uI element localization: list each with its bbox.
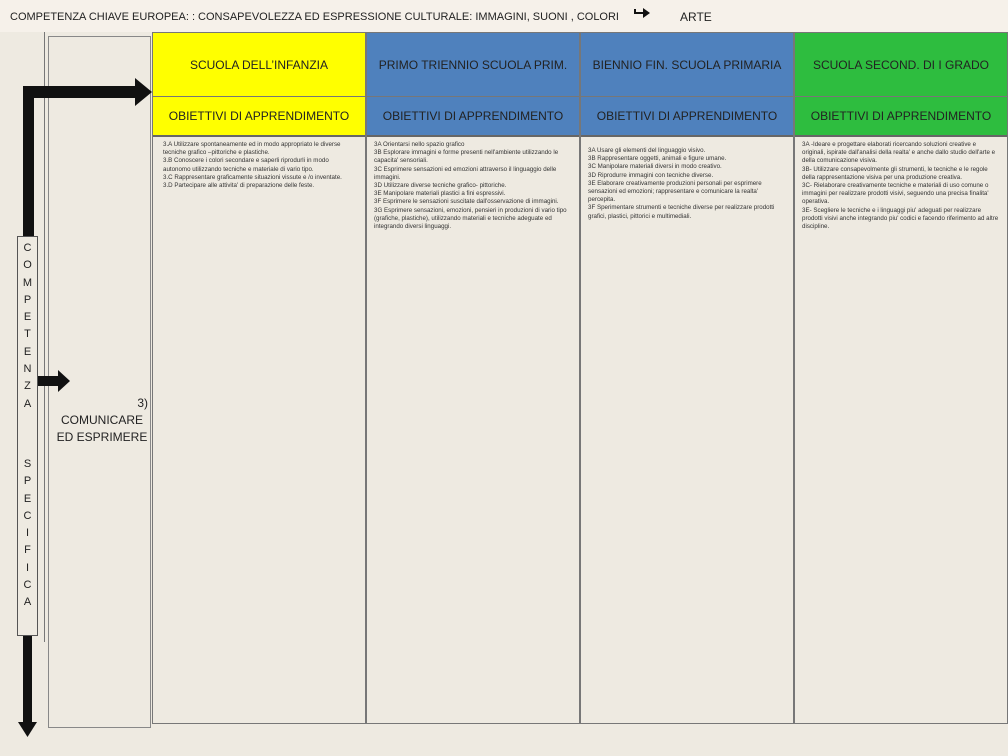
objective-item: 3E Elaborare creativamente produzioni personali per esprimere sensazioni ed emozioni; rappresentare e comunicare la realta' percepita. (588, 179, 762, 204)
competenza-letter: A (23, 397, 32, 410)
objective-item: 3D Riprodurre immagini con tecniche diverse. (588, 171, 714, 179)
column-subheader: OBIETTIVI DI APPRENDIMENTO (367, 97, 579, 137)
column-header: SCUOLA SECOND. DI I GRADO (795, 33, 1007, 97)
objective-item: 3C Esprimere sensazioni ed emozioni attraverso il linguaggio delle immagini. (374, 165, 557, 181)
objective-item: 3.C Rappresentare graficamente situazioni vissute e /o inventate. (163, 173, 342, 181)
objective-item: 3F Sperimentare strumenti e tecniche diverse per realizzare prodotti grafici, plastici, pittorici e multimediali. (588, 204, 775, 220)
competenza-letter: E (23, 345, 32, 358)
down-flow-arrow (18, 636, 37, 737)
competenza-letter: E (23, 311, 32, 324)
specifica-letter: A (23, 596, 32, 609)
objective-item: 3G Esprimere sensazioni, emozioni, pensieri in produzioni di vario tipo (grafiche, plastiche), utilizzando materiali e tecniche adeguate ed integrando diversi linguaggi. (374, 206, 567, 231)
competenza-letter: T (24, 328, 31, 341)
specifica-letter: F (24, 544, 31, 557)
specifica-letter: C (23, 579, 32, 592)
competenza-letter: P (23, 293, 32, 306)
specifica-letter: S (23, 458, 32, 470)
objective-item: 3F Esprimere le sensazioni suscitate dall'osservazione di immagini. (374, 198, 559, 206)
specifica-letter: E (23, 492, 32, 505)
objective-item: 3D Utilizzare diverse tecniche grafico- pittoriche. (374, 182, 507, 190)
objective-item: 3C- Rielaborare creativamente tecniche e materiali di uso comune o immagini per realizzare prodotti visivi, seguendo una precisa finalita' operativa. (802, 182, 989, 206)
column-header: BIENNIO FIN. SCUOLA PRIMARIA (581, 33, 793, 97)
objective-item: 3A Usare gli elementi del linguaggio visivo. (588, 147, 706, 154)
objective-item: 3B Rappresentare oggetti, animali e figure umane. (588, 155, 727, 163)
subject-label: ARTE (680, 10, 712, 24)
objective-item: 3E- Scegliere le tecniche e i linguaggi piu' adeguati per realizzare prodotti visivi anche integrando piu' codici e facendo riferimento ad altre discipline. (802, 206, 999, 231)
competenza-letter: C (23, 242, 32, 254)
competenza-letter: N (23, 363, 32, 376)
column-subheader: OBIETTIVI DI APPRENDIMENTO (153, 97, 365, 137)
objective-item: 3.A Utilizzare spontaneamente ed in modo appropriato le diverse tecniche grafico –pittoriche e plastiche. (163, 141, 341, 157)
section-line-1: COMUNICARE (60, 413, 143, 427)
specifica-letter: C (23, 509, 32, 522)
competenza-letter: Z (24, 380, 31, 393)
objective-item: 3A Orientarsi nello spazio grafico (374, 141, 465, 148)
objective-item: 3B Esplorare immagini e forme presenti nell'ambiente utilizzando le capacita' sensoriali. (374, 149, 559, 165)
competence-title: COMPETENZA CHIAVE EUROPEA: : CONSAPEVOLEZZA ED ESPRESSIONE CULTURALE: IMMAGINI, SUONI , COLORI (10, 11, 619, 23)
column-header: SCUOLA DELL’INFANZIA (153, 33, 365, 97)
objective-item: 3A -Ideare e progettare elaborati ricercando soluzioni creative e originali, ispirate dall'analisi della realta' e anche dallo studio dell'arte e della comunicazione visiva. (802, 141, 996, 165)
section-line-2: ED ESPRIMERE (56, 430, 148, 444)
objective-item: 3.D Partecipare alle attivita' di preparazione delle feste. (163, 182, 315, 190)
competenza-letter: O (23, 259, 32, 272)
section-number: 3) (137, 396, 148, 410)
competenza-letter: M (22, 276, 33, 289)
specifica-letter: P (23, 475, 32, 488)
column-subheader: OBIETTIVI DI APPRENDIMENTO (795, 97, 1007, 137)
objective-item: 3.B Conoscere i colori secondare e saperli riprodurli in modo autonomo utilizzando tecniche e materiale di vario tipo. (163, 157, 329, 173)
top-flow-arrow (23, 78, 152, 236)
column-header: PRIMO TRIENNIO SCUOLA PRIM. (367, 33, 579, 97)
column-subheader: OBIETTIVI DI APPRENDIMENTO (581, 97, 793, 137)
objective-item: 3C Manipolare materiali diversi in modo creativo. (588, 163, 722, 171)
specifica-letter: I (25, 561, 30, 574)
objective-item: 3B- Utilizzare consapevolmente gli strumenti, le tecniche e le regole della rappresentazione visiva per una produzione creativa. (802, 165, 988, 181)
middle-flow-arrow (38, 370, 70, 392)
specifica-letter: I (25, 527, 30, 540)
objective-item: 3E Manipolare materiali plastici a fini espressivi. (374, 190, 506, 198)
